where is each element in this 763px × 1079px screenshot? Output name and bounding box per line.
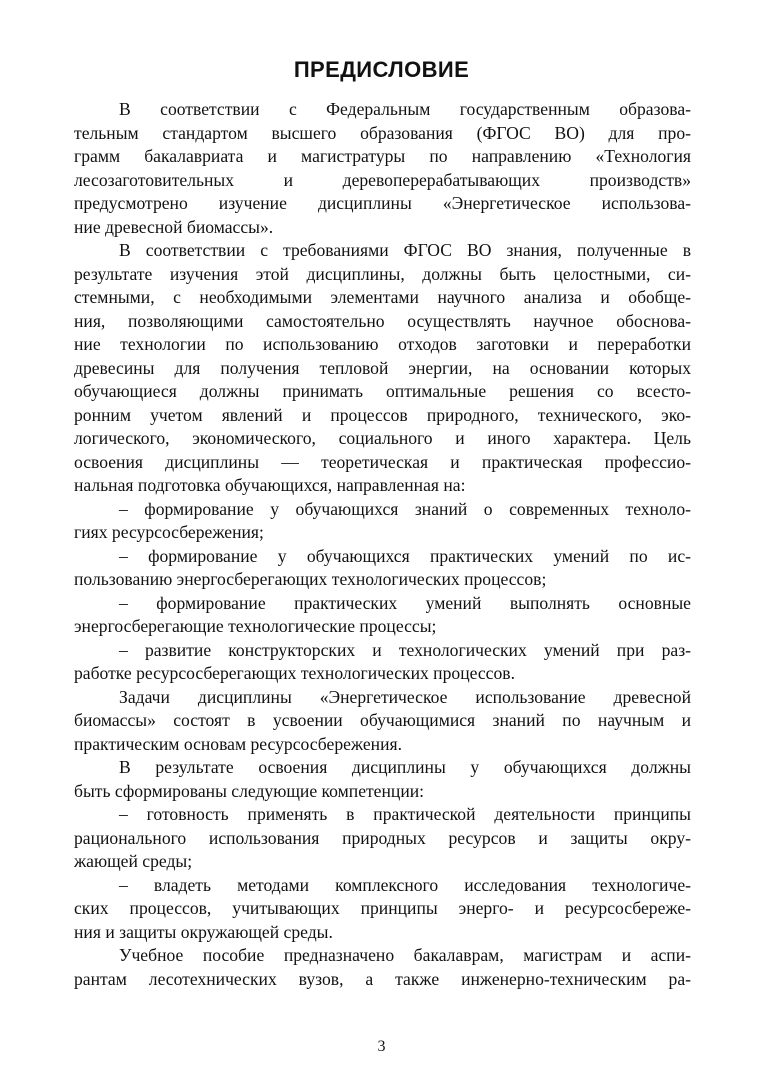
text-line: ние древесной биомассы». [74,216,274,237]
text-line: работке ресурсосберегающих технологических процессов. [74,663,515,683]
text-line: гиях ресурсосбережения; [74,522,264,542]
text-line: энергосберегающие технологические процессы; [74,616,437,636]
text-line: нальная подготовка обучающихся, направленная на: [74,475,466,495]
text-line: – развитие конструкторских и технологических умений при раз- [119,639,691,660]
text-line: быть сформированы следующие компетенции: [74,780,425,801]
text-line: грамм бакалавриата и магистратуры по направлению «Технология [74,146,691,166]
text-line: практическим основам ресурсосбережения. [74,733,402,754]
text-line: ния и защиты окружающей среды. [74,921,333,942]
text-line: предусмотрено изучение дисциплины «Энергетическое использова- [74,193,691,213]
body-text [74,98,691,991]
text-line: – формирование у обучающихся практических умений по ис- [119,545,691,566]
text-line: биомассы» состоят в усвоении обучающимися знаний по научным и [74,710,691,730]
text-line: результате изучения этой дисциплины, должны быть целостными, си- [74,263,691,284]
text-line: рационального использования природных ресурсов и защиты окру- [74,827,691,848]
page-number: 3 [377,1038,386,1055]
text-line: ронним учетом явлений и процессов природного, технического, эко- [74,404,691,425]
text-line: логического, экономического, социального и иного характера. Цель [74,428,691,448]
text-line: тельным стандартом высшего образования (ФГОС ВО) для про- [74,122,691,143]
text-line: Задачи дисциплины «Энергетическое использование древесной [119,686,691,707]
text-line: – владеть методами комплексного исследования технологиче- [119,874,691,895]
text-line: Учебное пособие предназначено бакалаврам, магистрам и аспи- [119,945,691,965]
text-line: В соответствии с требованиями ФГОС ВО знания, полученные в [119,240,691,260]
text-line: лесозаготовительных и деревоперерабатывающих производств» [74,169,691,190]
text-line: жающей среды; [74,851,193,871]
text-line: пользованию энергосберегающих технологических процессов; [74,569,547,589]
text-line: – формирование практических умений выполнять основные [119,592,691,613]
text-line: рантам лесотехнических вузов, а также инженерно-техническим ра- [74,968,691,989]
text-line: освоения дисциплины — теоретическая и практическая профессио- [74,451,691,472]
text-line: – формирование у обучающихся знаний о современных техноло- [119,498,691,519]
page-title: ПРЕДИСЛОВИЕ [293,57,470,82]
text-line: обучающиеся должны принимать оптимальные решения со всесто- [74,381,691,401]
text-line: ских процессов, учитывающих принципы энерго- и ресурсосбереже- [74,898,691,918]
text-line: – готовность применять в практической деятельности принципы [119,804,691,824]
text-line: ние технологии по использованию отходов заготовки и переработки [74,334,691,354]
text-line: В соответствии с Федеральным государственным образова- [119,99,691,119]
text-line: древесины для получения тепловой энергии, на основании которых [74,357,691,378]
text-line: В результате освоения дисциплины у обучающихся должны [119,757,691,777]
text-line: стемными, с необходимыми элементами научного анализа и обобще- [74,287,691,307]
text-line: ния, позволяющими самостоятельно осуществлять научное обоснова- [74,310,691,331]
